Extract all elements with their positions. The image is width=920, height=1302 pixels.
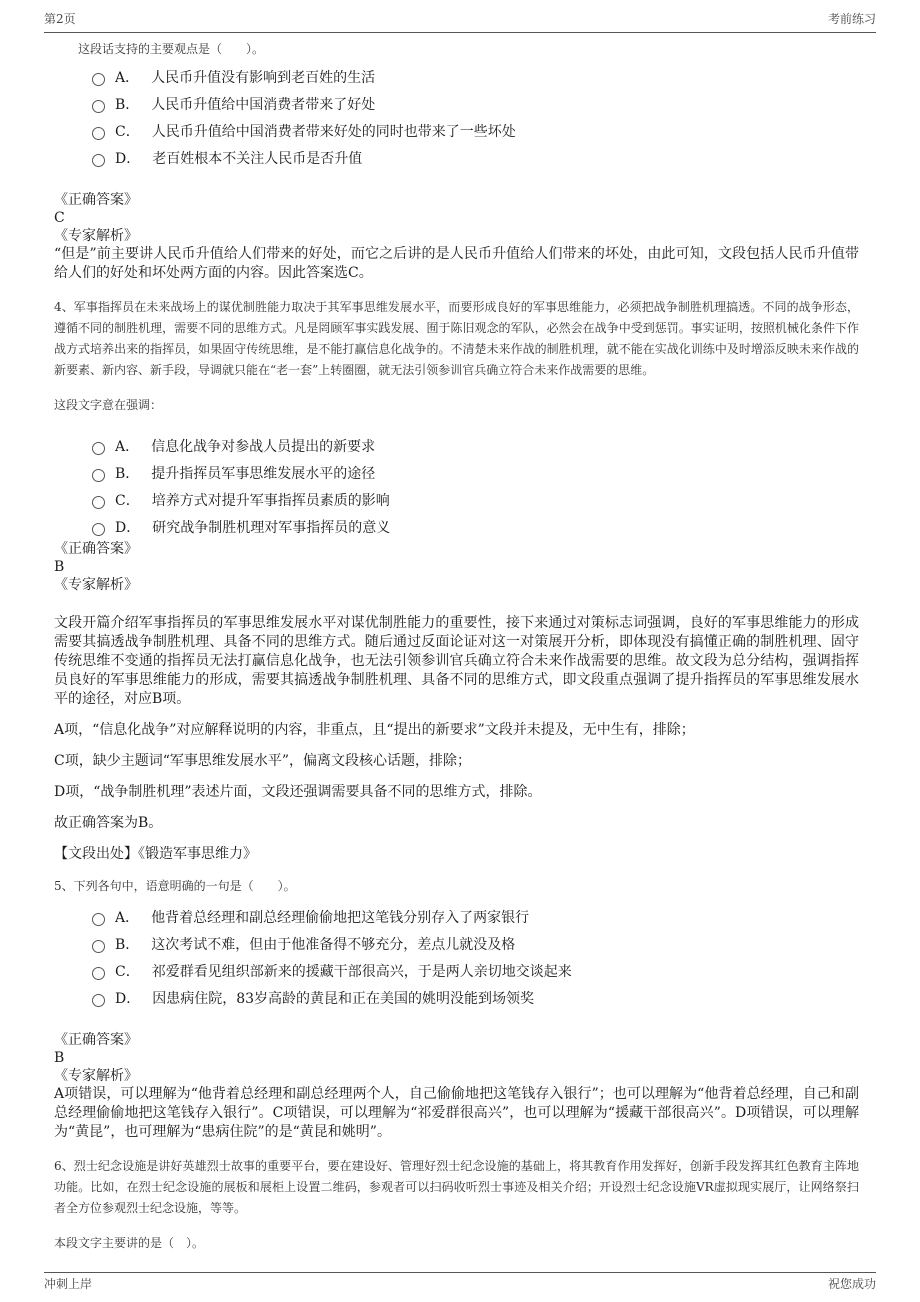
radio-icon[interactable] xyxy=(92,967,105,980)
radio-icon[interactable] xyxy=(92,913,105,926)
option-letter: D． xyxy=(115,519,141,536)
option-text: 人民币升值给中国消费者带来好处的同时也带来了一些坏处 xyxy=(151,123,516,140)
radio-icon[interactable] xyxy=(92,442,105,455)
page-footer xyxy=(44,1272,876,1297)
option-text: 人民币升值给中国消费者带来了好处 xyxy=(151,96,376,113)
q3-options xyxy=(92,63,859,171)
footer-left-label: 冲刺上岸 xyxy=(44,1277,93,1291)
option-text: 提升指挥员军事思维发展水平的途径 xyxy=(151,465,376,482)
q4-analysis-label: 《专家解析》 xyxy=(54,577,138,593)
source-prefix: 【文段出处】 xyxy=(54,846,138,862)
option-letter: C． xyxy=(115,123,140,140)
option-text: 研究战争制胜机理对军事指挥员的意义 xyxy=(152,519,391,536)
radio-icon[interactable] xyxy=(92,523,105,536)
q3-answer: C xyxy=(54,210,65,226)
q4-option-c[interactable] xyxy=(92,486,859,513)
q5-option-d[interactable] xyxy=(92,984,859,1011)
radio-icon[interactable] xyxy=(92,100,105,113)
q5-answer: B xyxy=(54,1050,65,1066)
radio-icon[interactable] xyxy=(92,127,105,140)
q3-analysis: “但是”前主要讲人民币升值给人们带来的好处，而它之后讲的是人民币升值给人们带来的坏处，由此可知，文段包括人民币升值带给人们的好处和坏处两方面的内容。因此答案选C。 xyxy=(54,246,859,281)
q3-prompt: 这段话支持的主要观点是（ ）。 xyxy=(78,42,265,56)
option-text: 人民币升值没有影响到老百姓的生活 xyxy=(151,69,376,86)
header-right-label: 考前练习 xyxy=(827,12,876,26)
option-text: 祁爱群看见组织部新来的援藏干部很高兴，于是两人亲切地交谈起来 xyxy=(151,963,572,980)
q3-option-a[interactable] xyxy=(92,63,859,90)
option-text: 老百姓根本不关注人民币是否升值 xyxy=(152,150,363,167)
q4-answer-label: 《正确答案》 xyxy=(54,541,138,557)
radio-icon[interactable] xyxy=(92,496,105,509)
option-letter: B． xyxy=(115,96,140,113)
q4-analysis-paragraph: C项，缺少主题词“军事思维发展水平”，偏离文段核心话题，排除； xyxy=(54,753,472,769)
option-letter: A． xyxy=(115,69,140,86)
q5-option-a[interactable] xyxy=(92,903,859,930)
q4-stem: 4、军事指挥员在未来战场上的谋优制胜能力取决于其军事思维发展水平，而要形成良好的军事思维能力，必须把战争制胜机理搞透。不同的战争形态，遵循不同的制胜机理，需要不同的思维方式。凡是罔顾军事实践发展、囿于陈旧观念的军队，必然会在战争中受到惩罚。事实证明，按照机械化条件下作战方式培养出来的指挥员，如果固守传统思维，是不能打赢信息化战争的。不清楚未来作战的制胜机理，就不能在实战化训练中及时增添反映未来作战的新要素、新内容、新手段，导调就只能在“老一套”上转圈圈，就无法引领参训官兵确立符合未来作战需要的思维。 xyxy=(54,300,859,377)
q3-option-b[interactable] xyxy=(92,90,859,117)
option-letter: C． xyxy=(115,963,140,980)
q3-option-d[interactable] xyxy=(92,144,859,171)
q5-options xyxy=(92,903,859,1011)
option-letter: C． xyxy=(115,492,140,509)
radio-icon[interactable] xyxy=(92,154,105,167)
option-text: 因患病住院，83岁高龄的黄昆和正在美国的姚明没能到场领奖 xyxy=(152,990,535,1007)
page-number: 第2页 xyxy=(44,12,76,26)
option-text: 这次考试不难，但由于他准备得不够充分，差点儿就没及格 xyxy=(151,936,516,953)
option-text: 他背着总经理和副总经理偷偷地把这笔钱分别存入了两家银行 xyxy=(151,909,530,926)
q6-stem: 6、烈士纪念设施是讲好英雄烈士故事的重要平台，要在建设好、管理好烈士纪念设施的基础上，将其教育作用发挥好，创新手段发挥其红色教育主阵地功能。比如，在烈士纪念设施的展板和展柜上设置二维码，参观者可以扫码收听烈士事迹及相关介绍；开设烈士纪念设施VR虚拟现实展厅，让网络祭扫者全方位参观烈士纪念设施，等等。 xyxy=(54,1159,859,1215)
q4-options xyxy=(92,432,859,540)
q3-answer-label: 《正确答案》 xyxy=(54,192,138,208)
q3-analysis-label: 《专家解析》 xyxy=(54,228,138,244)
source-title: 《锻造军事思维力》 xyxy=(138,846,257,862)
option-text: 信息化战争对参战人员提出的新要求 xyxy=(151,438,376,455)
q4-analysis-paragraph: 文段开篇介绍军事指挥员的军事思维发展水平对谋优制胜能力的重要性，接下来通过对策标志词强调，良好的军事思维能力的形成需要其搞透战争制胜机理、具备不同的思维方式。随后通过反面论证对这一对策展开分析，即体现没有搞懂正确的制胜机理、固守传统思维不变通的指挥员无法打赢信息化战争，也无法引领参训官兵确立符合未来作战需要的思维。故文段为总分结构，强调指挥员良好的军事思维能力的形成，需要其搞透战争制胜机理、具备不同的思维方式，即文段重点强调了提升指挥员的军事思维发展水平的途径，对应B项。 xyxy=(54,615,859,707)
q3-option-c[interactable] xyxy=(92,117,859,144)
option-letter: D． xyxy=(115,990,141,1007)
q4-prompt: 这段文字意在强调： xyxy=(54,398,163,412)
option-text: 培养方式对提升军事指挥员素质的影响 xyxy=(151,492,390,509)
q4-option-d[interactable] xyxy=(92,513,859,540)
radio-icon[interactable] xyxy=(92,940,105,953)
radio-icon[interactable] xyxy=(92,73,105,86)
option-letter: A． xyxy=(115,438,140,455)
q4-analysis-paragraph: D项，“战争制胜机理”表述片面，文段还强调需要具备不同的思维方式，排除。 xyxy=(54,784,542,800)
option-letter: D． xyxy=(115,150,141,167)
footer-right-label: 祝您成功 xyxy=(827,1277,876,1291)
q4-source xyxy=(54,845,859,864)
q4-analysis-paragraph: A项，“信息化战争”对应解释说明的内容，非重点，且“提出的新要求”文段并未提及，无中生有，排除； xyxy=(54,722,695,738)
page-content xyxy=(54,40,859,1254)
q4-option-b[interactable] xyxy=(92,459,859,486)
option-letter: B． xyxy=(115,936,140,953)
option-letter: B． xyxy=(115,465,140,482)
q5-stem: 5、下列各句中，语意明确的一句是（ ）。 xyxy=(54,879,296,893)
q5-analysis-label: 《专家解析》 xyxy=(54,1068,138,1084)
q4-option-a[interactable] xyxy=(92,432,859,459)
q5-option-c[interactable] xyxy=(92,957,859,984)
option-letter: A． xyxy=(115,909,140,926)
radio-icon[interactable] xyxy=(92,469,105,482)
radio-icon[interactable] xyxy=(92,994,105,1007)
page-header xyxy=(44,10,876,33)
q5-answer-label: 《正确答案》 xyxy=(54,1032,138,1048)
q5-option-b[interactable] xyxy=(92,930,859,957)
q6-prompt: 本段文字主要讲的是（ ）。 xyxy=(54,1236,205,1250)
q5-analysis: A项错误，可以理解为“他背着总经理和副总经理两个人，自己偷偷地把这笔钱存入银行”；也可以理解为“他背着总经理，自己和副总经理偷偷地把这笔钱存入银行”。C项错误，可以理解为“祁爱群很高兴”，也可以理解为“援藏干部很高兴”。D项错误，可以理解为“黄昆”，也可理解为“患病住院”的是“黄昆和姚明”。 xyxy=(54,1086,859,1140)
q4-answer: B xyxy=(54,559,65,575)
q4-analysis-paragraph: 故正确答案为B。 xyxy=(54,815,163,831)
